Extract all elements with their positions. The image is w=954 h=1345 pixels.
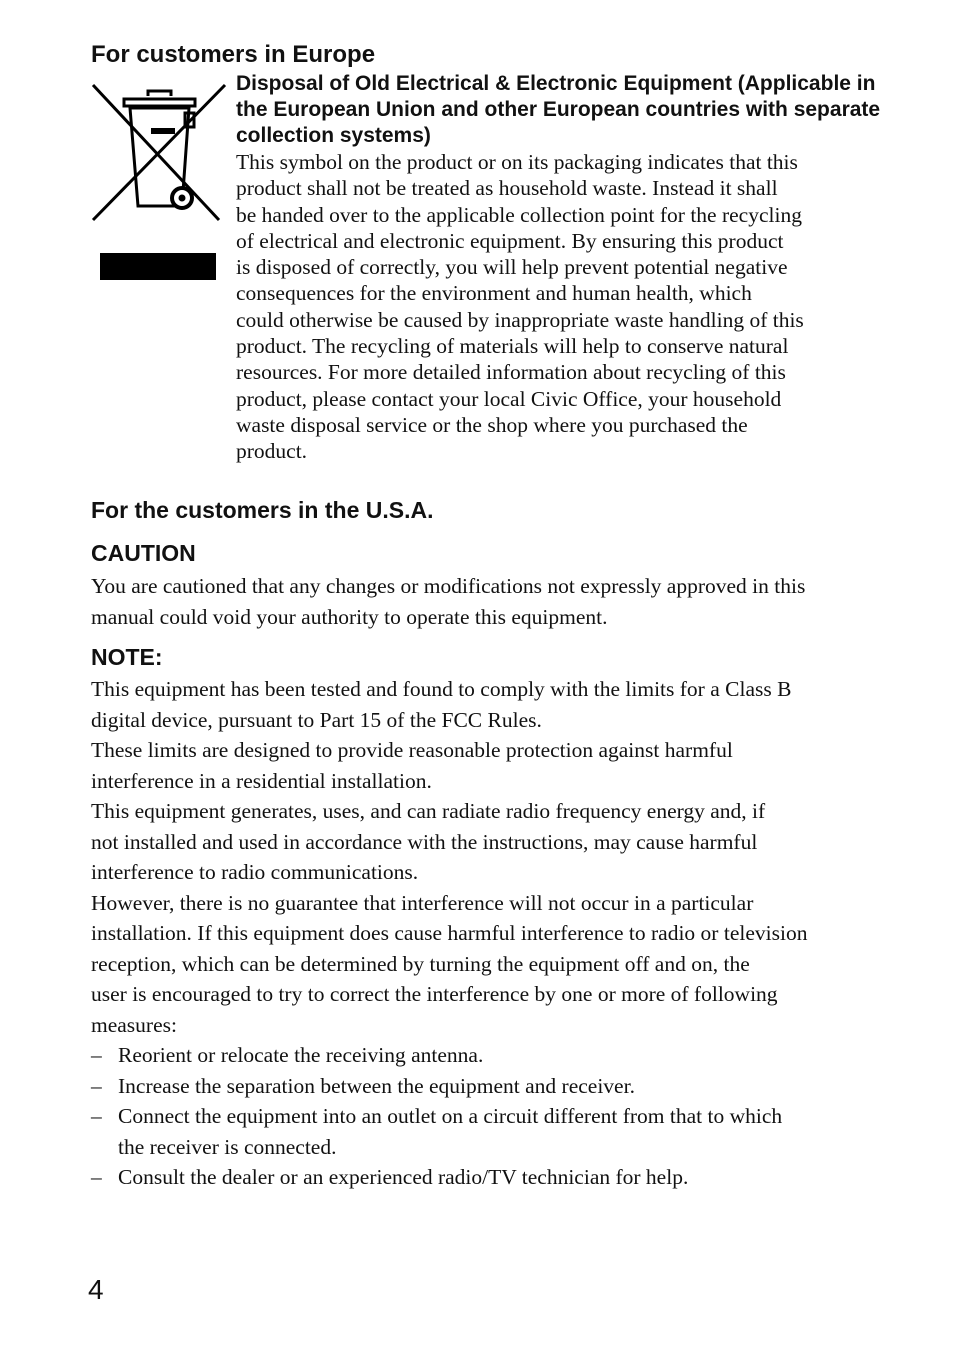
dash-bullet: – [91,1165,102,1189]
disposal-body-line: could otherwise be caused by inappropriate waste handling of this [236,307,804,332]
dash-bullet: – [91,1104,102,1128]
weee-black-bar [100,253,216,280]
disposal-body-line: is disposed of correctly, you will help prevent potential negative [236,255,788,280]
note-line: installation. If this equipment does cause harmful interference to radio or television [91,921,808,945]
note-line: These limits are designed to provide reasonable protection against harmful [91,738,733,762]
crossed-out-wheeled-bin-icon [91,82,227,224]
disposal-body [236,149,896,465]
note-line: digital device, pursuant to Part 15 of the FCC Rules. [91,707,542,732]
disposal-title: Disposal of Old Electrical & Electronic Equipment (Applicable in the European Union and other European countries with separate collection systems) [236,72,881,147]
note-line: This equipment has been tested and found to comply with the limits for a Class B [91,677,792,701]
note-line: This equipment generates, uses, and can radiate radio frequency energy and, if [91,799,766,823]
disposal-body-line: of electrical and electronic equipment. By ensuring this product [236,228,784,253]
note-line: not installed and used in accordance with the instructions, may cause harmful [91,829,758,854]
disposal-body-line: consequences for the environment and human health, which [236,281,752,306]
note-body [91,674,901,1193]
list-item-line: Connect the equipment into an outlet on a circuit different from that to which [118,1104,783,1128]
disposal-body-line: waste disposal service or the shop where you purchased the [236,412,748,437]
note-line: reception, which can be determined by turning the equipment off and on, the [91,951,750,976]
list-item [91,1101,901,1162]
disposal-body-line: product. The recycling of materials will help to conserve natural [236,334,789,359]
note-heading: NOTE: [91,644,163,670]
list-item [91,1071,901,1102]
dash-bullet: – [91,1043,102,1067]
page-number: 4 [88,1274,104,1305]
caution-line: manual could void your authority to operate this equipment. [91,604,608,629]
caution-body [91,571,901,632]
disposal-body-line: product. [236,439,308,464]
disposal-body-line: be handed over to the applicable collection point for the recycling [236,202,802,227]
note-line: measures: [91,1012,177,1037]
dash-bullet: – [91,1073,102,1098]
note-line: interference in a residential installation. [91,768,432,793]
usa-heading: For the customers in the U.S.A. [91,497,434,523]
disposal-body-line: resources. For more detailed information about recycling of this [236,360,786,385]
list-item [91,1040,901,1071]
note-line: interference to radio communications. [91,860,419,884]
disposal-body-line: This symbol on the product or on its packaging indicates that this [236,150,798,174]
measures-list [91,1040,901,1193]
list-item [91,1162,901,1193]
europe-heading: For customers in Europe [91,41,376,68]
europe-disposal-section [236,71,896,465]
list-item-line: Reorient or relocate the receiving antenna. [118,1043,484,1067]
caution-heading: CAUTION [91,540,196,566]
list-item-line: Increase the separation between the equipment and receiver. [118,1073,635,1098]
note-line: However, there is no guarantee that interference will not occur in a particular [91,890,754,915]
note-line: user is encouraged to try to correct the interference by one or more of following [91,982,778,1006]
disposal-body-line: product shall not be treated as household waste. Instead it shall [236,176,778,201]
disposal-body-line: product, please contact your local Civic Office, your household [236,386,782,411]
list-item-line: Consult the dealer or an experienced radio/TV technician for help. [118,1165,689,1189]
caution-line: You are cautioned that any changes or modifications not expressly approved in this [91,574,806,598]
list-item-line: the receiver is connected. [118,1134,337,1159]
